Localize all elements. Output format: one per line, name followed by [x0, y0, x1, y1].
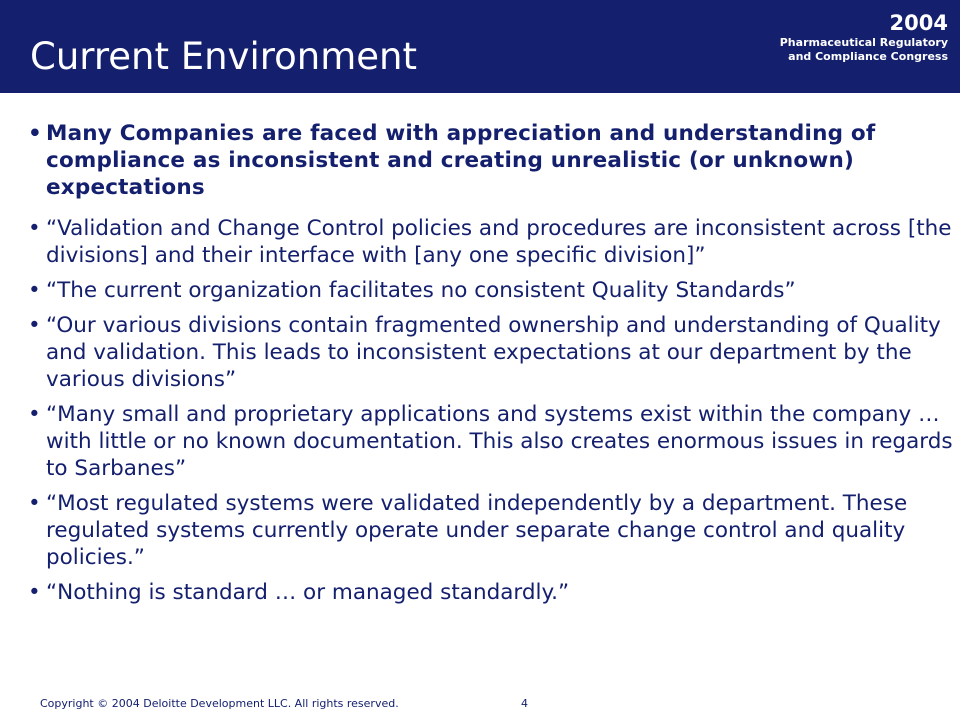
bullet-item-summary: • Many Companies are faced with appreciation and understanding of compliance as inconsistent and creating unrealistic (or unknown) expectations — [28, 120, 953, 201]
badge-line-1: Pharmaceutical Regulatory — [779, 36, 948, 49]
bullet-item-quote: • “The current organization facilitates no consistent Quality Standards” — [28, 277, 953, 304]
copyright-notice: Copyright © 2004 Deloitte Development LLC. All rights reserved. — [40, 697, 399, 710]
bullet-list — [28, 120, 953, 614]
slide-title: Current Environment — [30, 35, 417, 78]
bullet-item-quote: • “Most regulated systems were validated independently by a department. These regulated systems currently operate under separate change control and quality policies.” — [28, 490, 953, 571]
bullet-item-quote: • “Validation and Change Control policies and procedures are inconsistent across [the divisions] and their interface with [any one specific division]” — [28, 215, 953, 269]
page-number: 4 — [521, 697, 528, 710]
badge-line-2: and Compliance Congress — [788, 50, 948, 63]
congress-badge — [780, 10, 948, 64]
bullet-item-quote: • “Nothing is standard … or managed standardly.” — [28, 579, 953, 606]
badge-year: 2004 — [889, 11, 948, 35]
bullet-item-quote: • “Our various divisions contain fragmented ownership and understanding of Quality and validation. This leads to inconsistent expectations at our department by the various divisions” — [28, 312, 953, 393]
bullet-item-quote: • “Many small and proprietary applications and systems exist within the company … with little or no known documentation. This also creates enormous issues in regards to Sarbanes” — [28, 401, 953, 482]
